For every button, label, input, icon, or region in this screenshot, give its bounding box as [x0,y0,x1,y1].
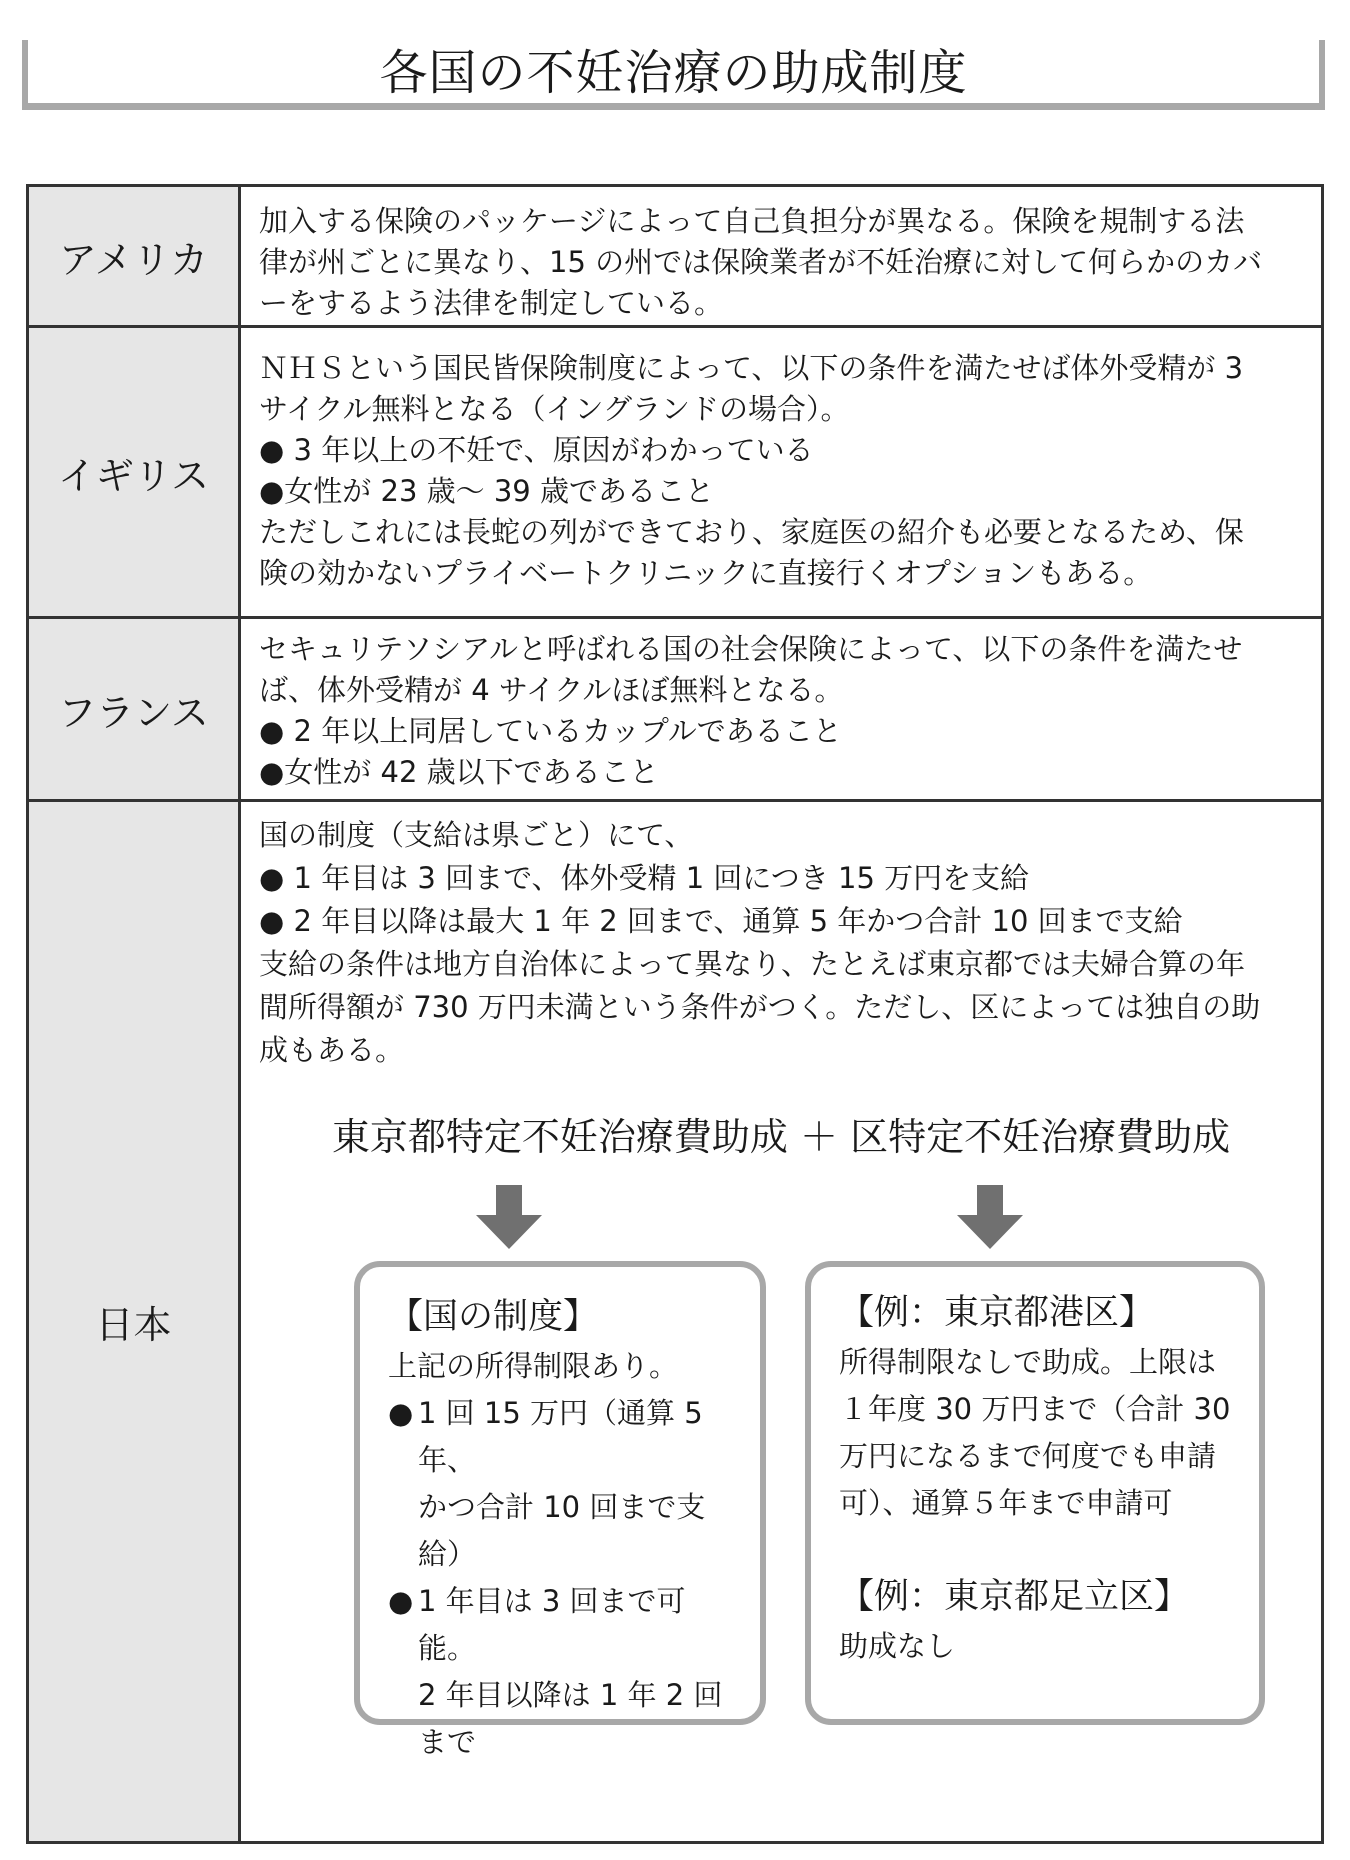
bullet-text: 1 回 15 万円（通算 5 年、 [418,1396,703,1477]
bullet-line: ● 1 年目は 3 回まで、体外受精 1 回につき 15 万円を支給 [259,861,1030,895]
box-bullet [388,1390,738,1578]
text-line: ば、体外受精が 4 サイクルほぼ無料となる。 [259,673,844,707]
text-line: セキュリテソシアルと呼ばれる国の社会保険によって、以下の条件を満たせ [259,632,1243,666]
subsidy-flow [241,802,1321,1841]
bullet-line: ● 3 年以上の不妊で、原因がわかっている [259,433,814,467]
row-content-usa [259,201,1307,324]
comparison-table [26,184,1324,1844]
box-text: 所得制限なしで助成。上限は [839,1345,1217,1379]
box-intro: 上記の所得制限あり。 [388,1349,679,1383]
text-line: ＮＨＳという国民皆保険制度によって、以下の条件を満たせば体外受精が 3 [259,351,1244,385]
country-label-japan: 日本 [29,802,241,1841]
box-text: 可）、通算５年まで申請可 [839,1486,1173,1520]
example-wards-box [805,1261,1265,1725]
bullet-line: ● 2 年以上同居しているカップルであること [259,714,842,748]
row-content-uk [259,348,1307,594]
country-label-usa: アメリカ [29,187,241,325]
country-label-france: フランス [29,619,241,799]
bullet-text: かつ合計 10 回まで支 [418,1490,706,1524]
box-text: １年度 30 万円まで（合計 30 [839,1392,1231,1426]
text-line: 成もある。 [259,1033,405,1067]
box-text: 助成なし [839,1629,956,1663]
down-arrow-icon [957,1185,1023,1249]
text-line: 加入する保険のパッケージによって自己負担分が異なる。保険を規制する法 [259,204,1245,238]
title-box [22,40,1325,110]
box-text: 万円になるまで何度でも申請 [839,1439,1217,1473]
bullet-line: ●女性が 23 歳～ 39 歳であること [259,474,714,508]
bullet-dot: ● [388,1396,414,1430]
box-heading: 【例：東京都足立区】 [839,1577,1190,1617]
row-usa [29,187,1321,328]
bullet-text: 2 年目以降は 1 年 2 回 [418,1678,723,1712]
text-line: 律が州ごとに異なり、15 の州では保険業者が不妊治療に対して何らかのカバ [259,245,1263,279]
bullet-text: まで [418,1725,477,1759]
bullet-text: 給） [418,1537,477,1571]
bullet-text: 1 年目は 3 回まで可能。 [418,1584,686,1665]
row-uk [29,328,1321,619]
bullet-line: ●女性が 42 歳以下であること [259,755,659,789]
page-title: 各国の不妊治療の助成制度 [379,45,968,101]
down-arrow-icon [476,1185,542,1249]
box-heading: 【国の制度】 [388,1297,599,1337]
box-heading: 【例：東京都港区】 [839,1293,1155,1333]
text-line: 険の効かないプライベートクリニックに直接行くオプションもある。 [259,556,1153,590]
bullet-line: ● 2 年目以降は最大 1 年 2 回まで、通算 5 年かつ合計 10 回まで支給 [259,904,1183,938]
national-system-box [354,1261,766,1759]
row-japan [29,802,1321,1841]
subsidy-formula: 東京都特定不妊治療費助成 ＋ 区特定不妊治療費助成 [331,1115,1231,1159]
text-line: ただしこれには長蛇の列ができており、家庭医の紹介も必要となるため、保 [259,515,1244,549]
box-bullet [388,1578,738,1766]
bullet-dot: ● [388,1584,414,1618]
row-content-france [259,629,1307,793]
text-line: 国の制度（支給は県ごと）にて、 [259,818,694,852]
country-label-uk: イギリス [29,328,241,616]
text-line: ーをするよう法律を制定している。 [259,286,724,320]
text-line: 支給の条件は地方自治体によって異なり、たとえば東京都では夫婦合算の年 [259,947,1246,981]
row-france [29,619,1321,802]
text-line: 間所得額が 730 万円未満という条件がつく。ただし、区によっては独自の助 [259,990,1261,1024]
text-line: サイクル無料となる（イングランドの場合）。 [259,392,850,426]
